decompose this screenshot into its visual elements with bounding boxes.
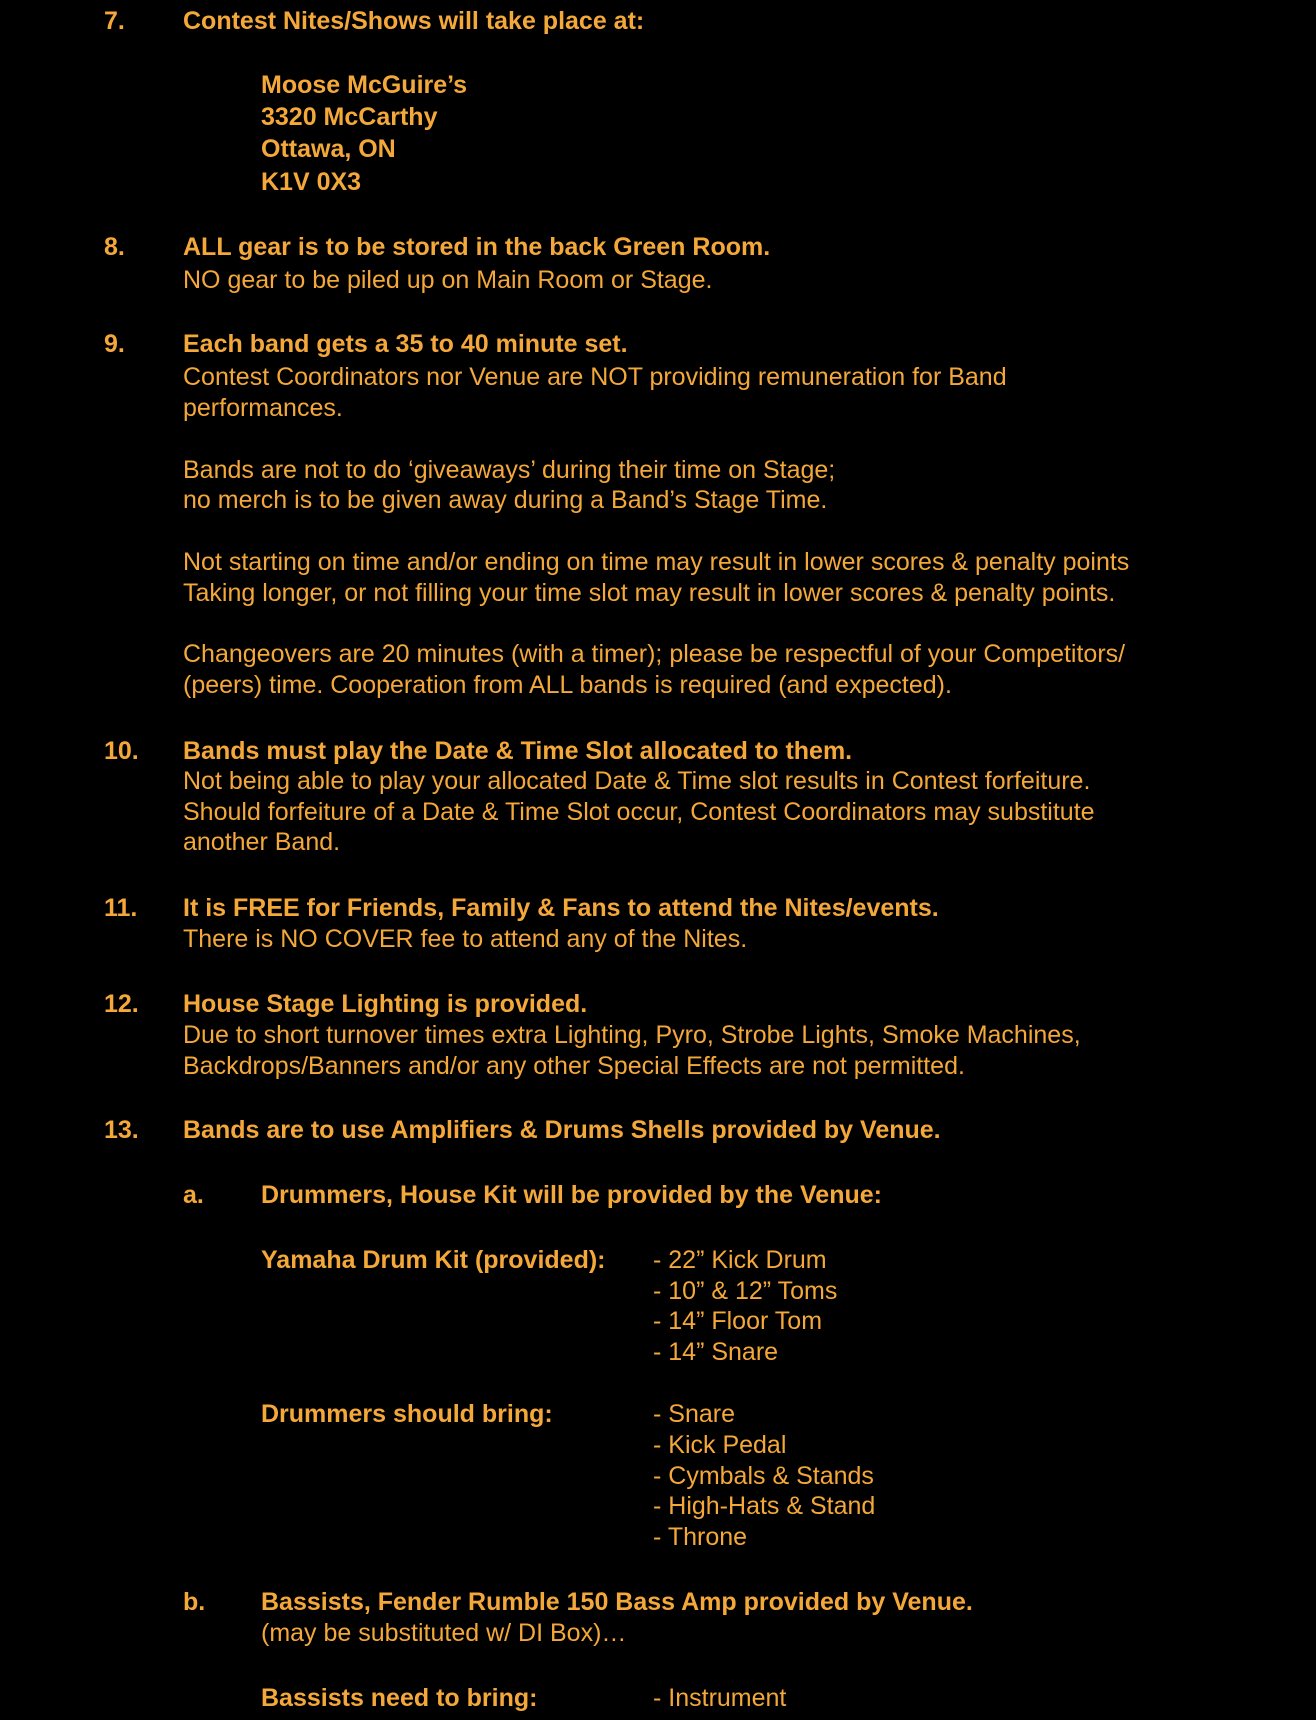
list-entry: - Cymbals & Stands [653,1462,874,1490]
item-12-body-line: Backdrops/Banners and/or any other Special Effects are not permitted. [183,1052,965,1080]
drummers-bring-label: Drummers should bring: [261,1400,553,1428]
list-entry: - 22” Kick Drum [653,1246,827,1274]
item-12-number: 12. [104,990,139,1018]
list-entry: - Snare [653,1400,735,1428]
item-10-body-line: Should forfeiture of a Date & Time Slot occur, Contest Coordinators may substitute [183,798,1095,826]
item-9-heading: Each band gets a 35 to 40 minute set. [183,330,628,358]
item-10-number: 10. [104,737,139,765]
list-entry: - 10” & 12” Toms [653,1277,838,1305]
item-10-body-line: another Band. [183,828,341,856]
sub-item-b-heading: Bassists, Fender Rumble 150 Bass Amp provided by Venue. [261,1588,973,1616]
address-line: K1V 0X3 [261,168,362,196]
item-10-heading: Bands must play the Date & Time Slot allocated to them. [183,737,853,765]
item-11-body: There is NO COVER fee to attend any of the Nites. [183,925,748,953]
list-entry: - Throne [653,1523,748,1551]
item-8-number: 8. [104,233,125,261]
item-9-body-line: Taking longer, or not filling your time slot may result in lower scores & penalty points. [183,579,1116,607]
item-9-body-line: (peers) time. Cooperation from ALL bands is required (and expected). [183,671,952,699]
list-entry: - 14” Floor Tom [653,1307,823,1335]
item-9-number: 9. [104,330,125,358]
sub-item-a-heading: Drummers, House Kit will be provided by the Venue: [261,1181,882,1209]
bassists-bring-label: Bassists need to bring: [261,1684,538,1712]
item-11-number: 11. [104,894,138,922]
item-13-heading: Bands are to use Amplifiers & Drums Shells provided by Venue. [183,1116,941,1144]
item-9-body-line: no merch is to be given away during a Band’s Stage Time. [183,486,828,514]
drum-kit-label: Yamaha Drum Kit (provided): [261,1246,606,1274]
item-7-heading: Contest Nites/Shows will take place at: [183,7,645,35]
list-entry: - High-Hats & Stand [653,1492,876,1520]
item-9-body-line: Contest Coordinators nor Venue are NOT providing remuneration for Band [183,363,1007,391]
list-entry: - 14” Snare [653,1338,779,1366]
item-13-number: 13. [104,1116,139,1144]
item-12-heading: House Stage Lighting is provided. [183,990,588,1018]
item-9-body-line: Changeovers are 20 minutes (with a timer); please be respectful of your Competitors/ [183,640,1126,668]
item-8-heading: ALL gear is to be stored in the back Green Room. [183,233,771,261]
sub-item-b-letter: b. [183,1588,206,1616]
item-7-number: 7. [104,7,125,35]
sub-item-a-letter: a. [183,1181,204,1209]
item-9-body-line: Bands are not to do ‘giveaways’ during their time on Stage; [183,456,836,484]
item-9-body-line: performances. [183,394,343,422]
item-9-body-line: Not starting on time and/or ending on time may result in lower scores & penalty points [183,548,1130,576]
sub-item-b-note: (may be substituted w/ DI Box)… [261,1619,627,1647]
list-entry: - Kick Pedal [653,1431,787,1459]
address-line: 3320 McCarthy [261,103,438,131]
item-12-body-line: Due to short turnover times extra Lighting, Pyro, Strobe Lights, Smoke Machines, [183,1021,1081,1049]
address-line: Moose McGuire’s [261,71,468,99]
address-line: Ottawa, ON [261,135,396,163]
list-entry: - Instrument [653,1684,787,1712]
item-8-body: NO gear to be piled up on Main Room or Stage. [183,266,713,294]
item-11-heading: It is FREE for Friends, Family & Fans to attend the Nites/events. [183,894,939,922]
item-10-body-line: Not being able to play your allocated Date & Time slot results in Contest forfeiture. [183,767,1091,795]
